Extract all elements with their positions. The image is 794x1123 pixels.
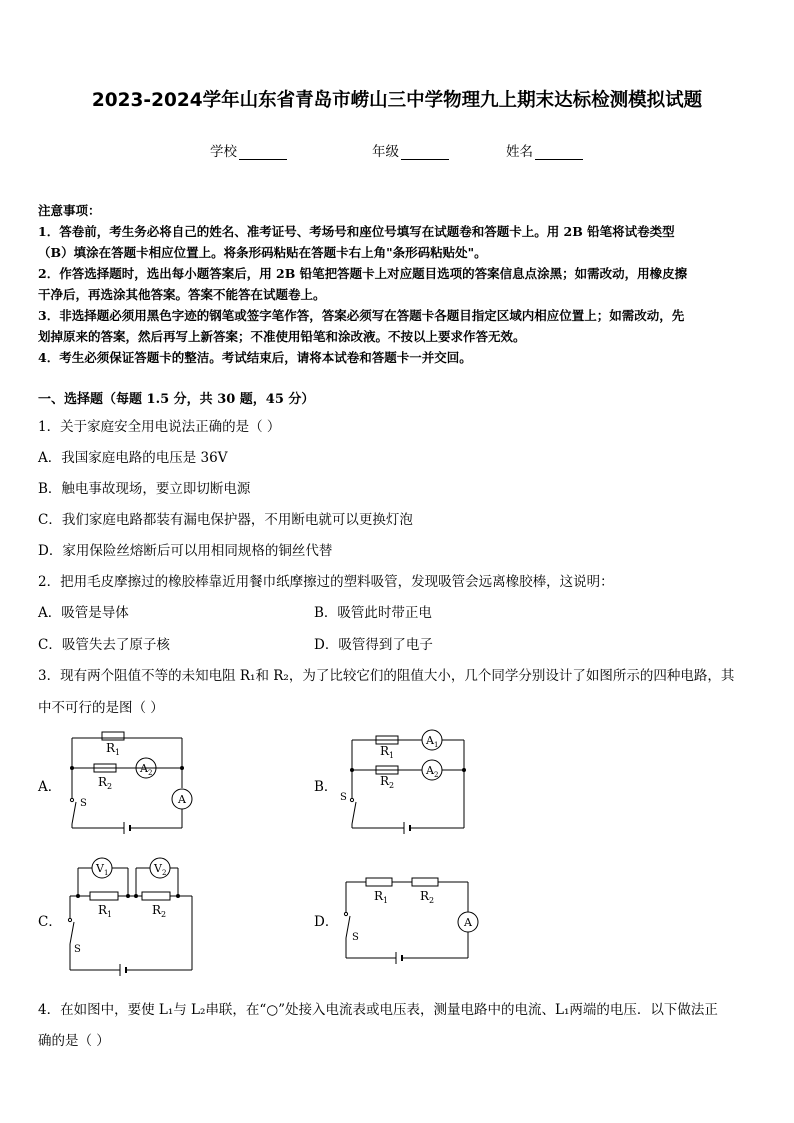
q1-option-b: B．触电事故现场，要立即切断电源 [38,481,251,497]
notes-line: 4．考生必须保证答题卡的整洁。考试结束后，请将本试卷和答题卡一并交回。 [38,350,472,365]
circuit-c-diagram [58,852,198,977]
circuit-a-diagram [60,728,200,838]
r1-label: $R_1$ [374,889,389,905]
school-blank[interactable] [239,147,287,160]
circuit-d-diagram [334,872,484,972]
voltmeter-v2-icon: $V_2$ [154,862,167,877]
q2-option-a: A．吸管是导体 [38,605,129,621]
page-title: 2023-2024学年山东省青岛市崂山三中学物理九上期末达标检测模拟试题 [91,90,703,111]
name-blank[interactable] [535,147,583,160]
notes-line: （B）填涂在答题卡相应位置上。将条形码粘贴在答题卡右上角"条形码粘贴处"。 [38,245,487,260]
q2-option-b: B．吸管此时带正电 [314,605,432,621]
q3-stem-line1: 3．现有两个阻值不等的未知电阻 R₁和 R₂，为了比较它们的阻值大小，几个同学分别设计了如图所示的四种电路，其 [38,668,735,684]
school-field [210,140,287,160]
q2-stem: 2．把用毛皮摩擦过的橡胶棒靠近用餐巾纸摩擦过的塑料吸管，发现吸管会远离橡胶棒，这说明： [38,574,614,590]
q2-option-d: D．吸管得到了电子 [314,637,433,653]
voltmeter-v1-icon: $V_1$ [96,862,109,877]
r1-label: $R_1$ [98,903,113,919]
grade-label: 年级 [372,144,399,160]
q2-option-c: C．吸管失去了原子核 [38,637,170,653]
name-label: 姓名 [506,144,533,160]
q1-option-c: C．我们家庭电路都装有漏电保护器，不用断电就可以更换灯泡 [38,512,413,528]
ammeter-a1-icon: $A_1$ [426,734,439,749]
q3-stem-line2: 中不可行的是图（ ） [38,700,164,716]
school-label: 学校 [210,144,237,160]
notes-line: 划掉原来的答案，然后再写上新答案；不准使用铅笔和涂改液。不按以上要求作答无效。 [38,329,526,344]
ammeter-icon: A [464,916,472,929]
q4-stem-line1: 4．在如图中，要使 L₁与 L₂串联，在“○”处接入电流表或电压表，测量电路中的电流、L₁两端的电压．以下做法正 [38,1002,718,1018]
switch-label: S [352,932,359,943]
name-field [506,140,583,160]
notes-line: 2．作答选择题时，选出每小题答案后，用 2B 铅笔把答题卡上对应题目选项的答案信息点涂黑；如需改动，用橡皮擦 [38,266,688,281]
switch-label: S [74,944,81,955]
q3-option-b: B． [314,779,338,795]
q4-stem-line2: 确的是（ ） [38,1033,110,1049]
r2-label: $R_2$ [420,889,435,905]
notes-block [38,200,687,368]
notes-line: 干净后，再选涂其他答案。答案不能答在试题卷上。 [38,287,326,302]
notes-line: 3．非选择题必须用黑色字迹的钢笔或签字笔作答，答案必须写在答题卡各题目指定区域内相应位置上；如需改动，先 [38,308,685,323]
q3-option-a: A． [38,779,62,795]
q1-option-a: A．我国家庭电路的电压是 36V [38,450,228,466]
ammeter-a2-icon: $A_2$ [426,764,439,779]
switch-label: S [340,792,347,803]
r2-label: $R_2$ [380,774,395,790]
grade-field [372,140,449,160]
q3-option-c: C． [38,914,62,930]
r1-label: $R_1$ [380,744,395,760]
r2-label: $R_2$ [98,775,113,791]
switch-label: S [80,798,87,809]
notes-heading: 注意事项： [38,203,101,218]
q1-option-d: D．家用保险丝熔断后可以用相同规格的铜丝代替 [38,543,333,559]
ammeter-icon: A [178,793,186,806]
q3-option-d: D． [314,914,339,930]
r1-label: $R_1$ [106,741,121,757]
circuit-b-diagram [340,728,480,838]
notes-line: 1．答卷前，考生务必将自己的姓名、准考证号、考场号和座位号填写在试题卷和答题卡上。用 2B 铅笔将试卷类型 [38,224,675,239]
q1-stem: 1．关于家庭安全用电说法正确的是（ ） [38,419,281,435]
section-heading: 一、选择题（每题 1.5 分，共 30 题，45 分） [38,392,315,407]
grade-blank[interactable] [401,147,449,160]
ammeter-a2-icon: $A_2$ [140,762,153,777]
r2-label: $R_2$ [152,903,167,919]
